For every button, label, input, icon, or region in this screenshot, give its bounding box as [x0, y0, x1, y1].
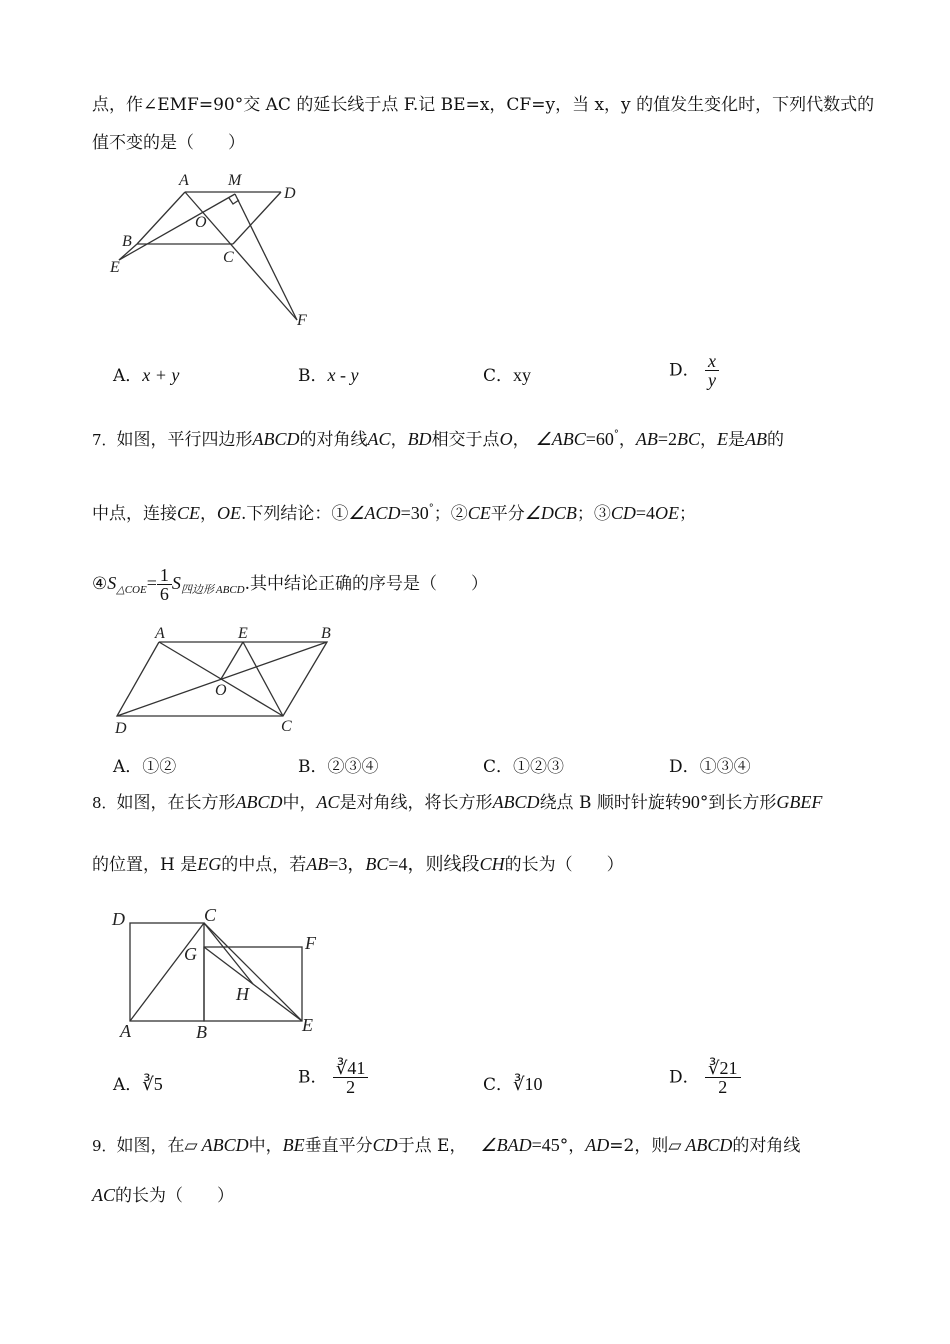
- parallelogram-symbol: ▱: [668, 1136, 682, 1156]
- q9-text-line-2: [92, 1183, 234, 1208]
- text: .下列结论：①: [241, 504, 349, 524]
- fraction-denominator: 2: [718, 1077, 728, 1097]
- q7-option-a[interactable]: [113, 755, 176, 779]
- option-letter: D．: [669, 360, 700, 381]
- fraction-denominator: 2: [346, 1077, 356, 1097]
- math: CH: [479, 854, 505, 874]
- math: =2: [657, 429, 678, 449]
- option-fraction: [705, 352, 719, 389]
- text: 的长为（ ）: [115, 1186, 235, 1206]
- q7-label: O: [215, 682, 227, 699]
- fraction-numerator: 1: [157, 566, 172, 585]
- text: 相交于点: [431, 430, 500, 450]
- text: ，: [618, 430, 636, 450]
- q8-label: B: [196, 1022, 207, 1042]
- q7-label: D: [115, 720, 127, 737]
- fraction: [157, 566, 172, 603]
- math: AB: [635, 429, 658, 449]
- q6-label: B: [122, 233, 132, 250]
- math: ∠DCB: [524, 503, 577, 523]
- option-letter: B．: [298, 757, 328, 777]
- parallelogram-symbol: ▱: [184, 1136, 198, 1156]
- math: AD: [585, 1135, 610, 1155]
- q8-label: F: [305, 933, 316, 953]
- math: ∠BAD: [480, 1135, 532, 1155]
- text: =2，则: [609, 1136, 669, 1156]
- text: ，: [390, 430, 408, 450]
- q6-label: O: [195, 214, 207, 231]
- q7-label: E: [238, 625, 248, 642]
- math: AB: [306, 854, 329, 874]
- q6-seg-MF: [235, 194, 297, 320]
- q7-label: C: [281, 718, 292, 735]
- q6-seg-AF: [185, 192, 297, 320]
- math: AC: [92, 1185, 116, 1205]
- option-expr: x + y: [142, 365, 180, 385]
- q6-option-c[interactable]: [483, 363, 531, 388]
- text: ，: [568, 1136, 586, 1156]
- text: ④: [92, 574, 108, 594]
- fraction-numerator: x: [705, 352, 719, 371]
- text: 的长为（ ）: [504, 855, 624, 875]
- math: OE: [655, 503, 680, 523]
- q8-option-a[interactable]: [113, 1072, 163, 1097]
- option-letter: B．: [298, 1067, 328, 1088]
- q7-diag-BD: [117, 642, 327, 716]
- q6-label: M: [228, 172, 242, 189]
- option-expr: x - y: [327, 365, 359, 385]
- fraction-numerator: ∛41: [333, 1059, 368, 1078]
- math: =4: [635, 503, 656, 523]
- math: O: [499, 429, 513, 449]
- q6-seg-EM: [119, 194, 235, 260]
- math: ∠ACD: [348, 503, 401, 523]
- text: 中，: [282, 793, 317, 813]
- text: 垂直平分: [304, 1136, 373, 1156]
- text: 中点，连接: [92, 504, 177, 524]
- math: ABCD: [235, 792, 283, 812]
- q8-label: E: [302, 1015, 313, 1035]
- question-number: 7．: [92, 431, 117, 449]
- text: ，: [200, 504, 218, 524]
- math: ∠ABC: [535, 429, 586, 449]
- text: ；③: [576, 504, 611, 524]
- text: 如图，在: [116, 1136, 185, 1156]
- q8-label: G: [184, 944, 197, 964]
- option-text: ②③④: [327, 757, 379, 777]
- math: =45: [531, 1135, 560, 1155]
- radicand: 21: [719, 1058, 738, 1078]
- math: AB: [745, 429, 768, 449]
- radicand: 5: [153, 1074, 163, 1094]
- text: ；②: [433, 504, 468, 524]
- q8-seg-CE: [204, 923, 302, 1021]
- math: CD: [610, 503, 636, 523]
- option-letter: D．: [669, 757, 700, 777]
- text: 到长方形: [708, 793, 777, 813]
- math: 90: [681, 792, 700, 812]
- math: BC: [677, 429, 701, 449]
- question-number: 8．: [92, 794, 117, 812]
- subscript: ABCD: [215, 584, 245, 596]
- degree: °: [613, 429, 619, 440]
- math: S: [107, 573, 117, 593]
- subscript: 四边形: [180, 583, 214, 596]
- text: 于点 E，: [397, 1136, 467, 1156]
- text: 平分: [490, 504, 525, 524]
- q8-text-line-1: [92, 790, 822, 815]
- math: =60: [585, 429, 614, 449]
- option-letter: C．: [483, 366, 514, 386]
- q8-figure: [108, 905, 333, 1045]
- q6-figure: [105, 168, 325, 333]
- q7-option-c[interactable]: [483, 755, 564, 779]
- math: S: [171, 573, 181, 593]
- option-letter: D．: [669, 1067, 700, 1088]
- text: .其中结论正确的序号是（ ）: [244, 574, 489, 594]
- option-letter: A．: [113, 757, 143, 777]
- text: 的对角线: [732, 1136, 801, 1156]
- math: BC: [365, 854, 389, 874]
- option-text: ①②③: [513, 757, 565, 777]
- q6-text-line-2: 值不变的是（ ）: [92, 133, 245, 153]
- q7-label: B: [321, 625, 331, 642]
- degree: °: [559, 1136, 569, 1156]
- text: 中，: [248, 1136, 283, 1156]
- q6-label: F: [297, 312, 307, 329]
- math: AC: [367, 429, 391, 449]
- q7-seg-EC: [243, 642, 283, 716]
- math: CD: [372, 1135, 398, 1155]
- option-letter: C．: [483, 757, 514, 777]
- text: ，: [700, 430, 718, 450]
- q9-text-line-1: [92, 1133, 800, 1158]
- math: GBEF: [776, 792, 823, 812]
- option-fraction: [705, 1059, 740, 1096]
- q7-text-line-3: [92, 566, 488, 603]
- text: 如图，在长方形: [116, 793, 236, 813]
- text: 是对角线，将长方形: [339, 793, 493, 813]
- math: ABCD: [492, 792, 540, 812]
- q8-label: A: [120, 1021, 131, 1041]
- option-letter: B．: [298, 366, 328, 386]
- math: ABCD: [685, 1135, 733, 1155]
- math: BD: [407, 429, 432, 449]
- q8-text-line-2: [92, 852, 624, 877]
- option-text: ①②: [142, 757, 177, 777]
- math: E: [717, 429, 729, 449]
- q6-option-b[interactable]: [298, 363, 358, 388]
- math: ABCD: [252, 429, 300, 449]
- q6-seg-DC: [233, 192, 281, 244]
- question-number: 9．: [92, 1137, 117, 1155]
- text: 如图，平行四边形: [116, 430, 253, 450]
- option-letter: A．: [113, 1075, 143, 1095]
- q6-label: E: [110, 259, 120, 276]
- math: =3，: [328, 854, 366, 874]
- option-letter: C．: [483, 1075, 514, 1095]
- q8-option-c[interactable]: [483, 1072, 543, 1097]
- subscript: △COE: [116, 584, 147, 596]
- math: CE: [177, 503, 201, 523]
- option-text: ①③④: [699, 757, 751, 777]
- q7-text-line-1: [92, 423, 784, 452]
- text: 是: [728, 430, 746, 450]
- q6-text-line-1: 点，作∠EMF=90°交 AC 的延长线于点 F.记 BE=x，CF=y，当 x，y 的值发生变化时，下列代数式的: [92, 95, 875, 115]
- q6-label: A: [179, 172, 189, 189]
- radicand: 41: [347, 1058, 366, 1078]
- q8-label: C: [204, 905, 217, 925]
- math: AC: [316, 792, 340, 812]
- radicand: 10: [524, 1074, 543, 1094]
- q8-diag-AC: [130, 923, 204, 1021]
- q7-option-b[interactable]: [298, 755, 379, 779]
- math: EG: [197, 854, 222, 874]
- q6-label: C: [223, 249, 234, 266]
- q8-option-b[interactable]: [298, 1059, 368, 1096]
- math: =30: [400, 503, 429, 523]
- q7-label: A: [155, 625, 165, 642]
- degree: °: [428, 503, 434, 514]
- q8-label: D: [112, 909, 125, 929]
- fraction-denominator: 6: [159, 584, 169, 604]
- degree: °: [699, 793, 709, 813]
- text: 的对角线: [299, 430, 368, 450]
- q7-text-line-2: [92, 497, 696, 526]
- math: =: [146, 573, 157, 593]
- option-fraction: [333, 1059, 368, 1096]
- q8-option-d[interactable]: [669, 1059, 741, 1096]
- text: 的位置，H 是: [92, 855, 198, 875]
- math: =4，则线段: [388, 854, 480, 874]
- text: 的中点，若: [221, 855, 307, 875]
- radical-sign: ∛: [513, 1074, 525, 1094]
- radical-sign: ∛: [142, 1074, 154, 1094]
- q6-option-a[interactable]: [113, 363, 179, 388]
- math: ABCD: [201, 1135, 249, 1155]
- math: OE: [217, 503, 242, 523]
- q8-label: H: [236, 984, 249, 1004]
- q7-option-d[interactable]: [669, 755, 751, 779]
- fraction-numerator: ∛21: [705, 1059, 740, 1078]
- math: CE: [467, 503, 491, 523]
- math: BE: [282, 1135, 305, 1155]
- q7-figure: [105, 622, 345, 737]
- text: 绕点 B 顺时针旋转: [539, 793, 682, 813]
- q8-seg-CH: [204, 923, 253, 984]
- option-letter: A．: [113, 366, 143, 386]
- text: 的: [767, 430, 785, 450]
- fraction-denominator: y: [708, 370, 717, 390]
- text: ，: [512, 430, 530, 450]
- text: ；: [679, 504, 697, 524]
- q6-option-d[interactable]: [669, 352, 719, 389]
- option-expr: xy: [513, 365, 532, 385]
- q6-label: D: [284, 185, 296, 202]
